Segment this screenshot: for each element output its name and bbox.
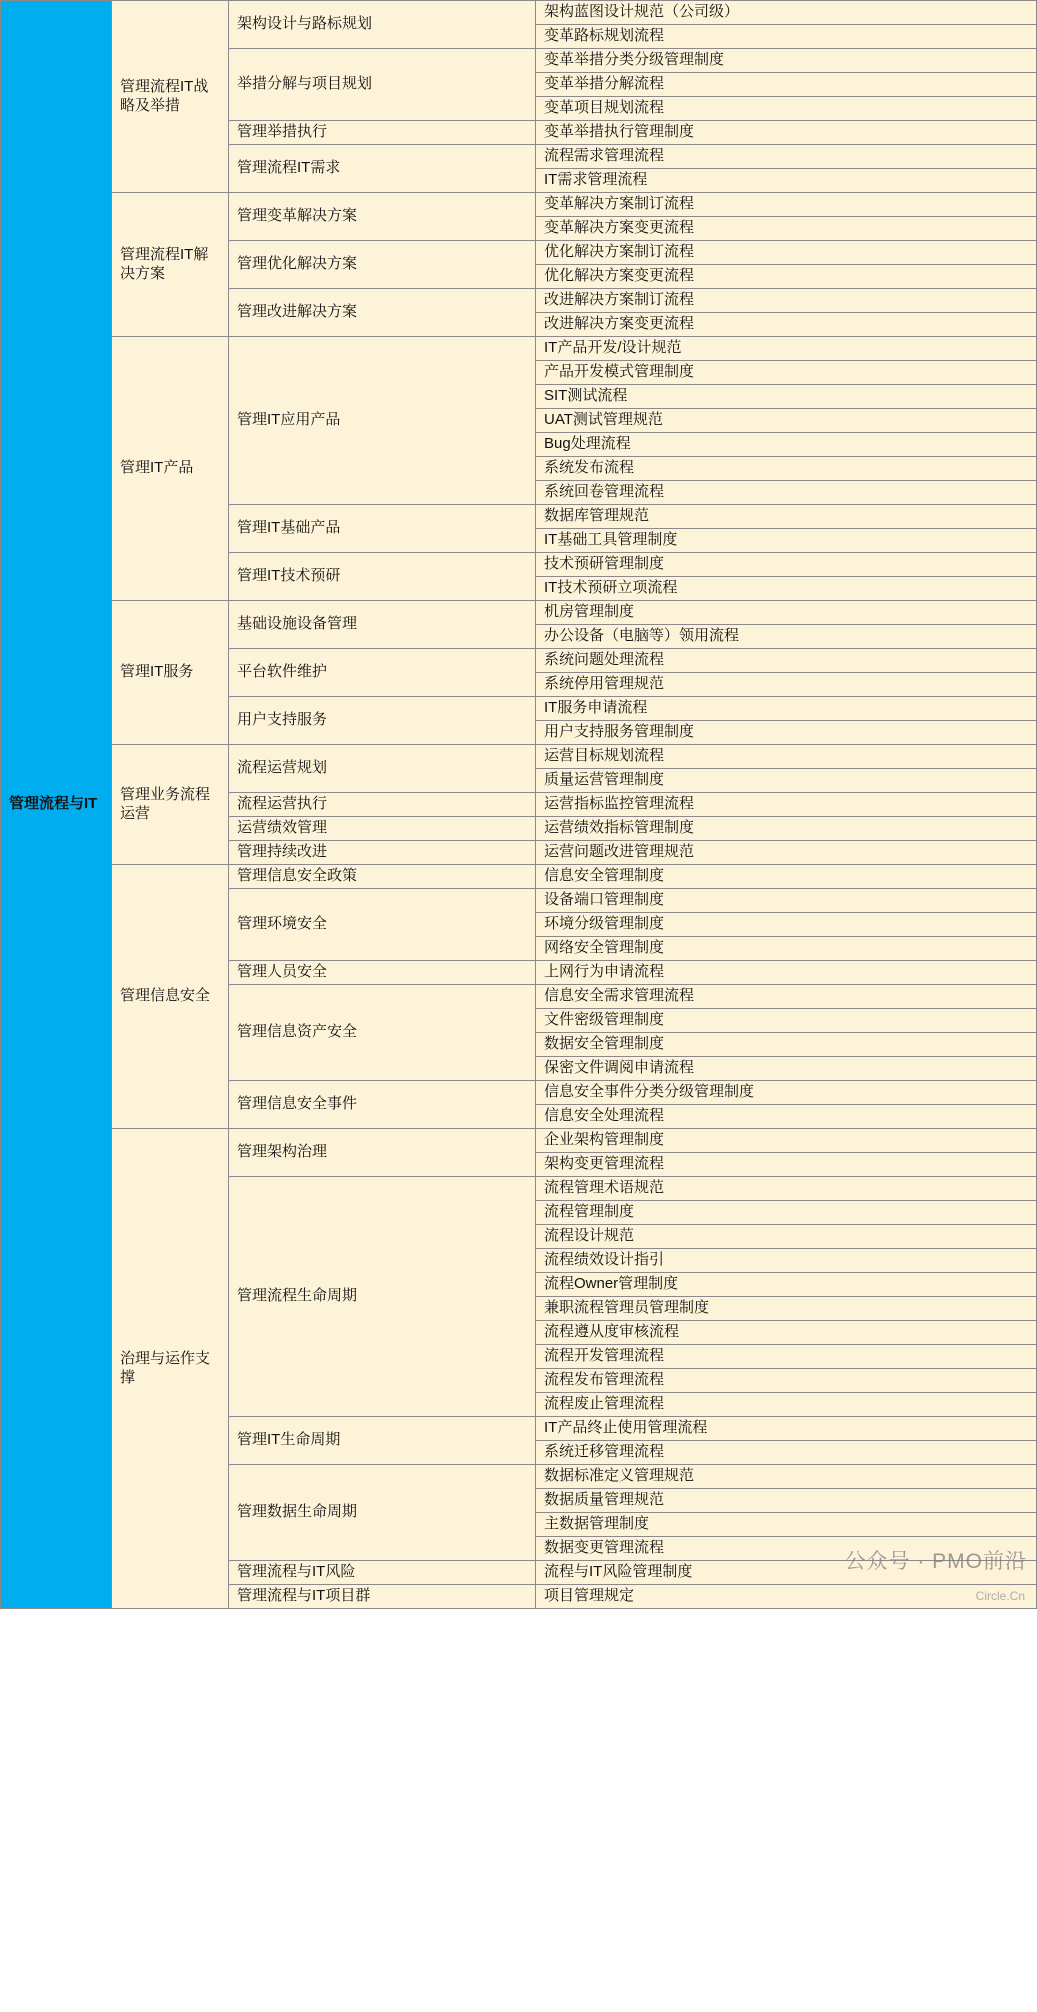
level3-document-cell: 数据质量管理规范 — [536, 1489, 1037, 1513]
level2-activity-cell: 管理信息安全事件 — [229, 1081, 536, 1129]
level1-category-cell: 治理与运作支撑 — [112, 1129, 229, 1609]
level3-document-cell: 质量运营管理制度 — [536, 769, 1037, 793]
level3-document-cell: 信息安全需求管理流程 — [536, 985, 1037, 1009]
level3-document-cell: 环境分级管理制度 — [536, 913, 1037, 937]
level3-document-cell: 运营问题改进管理规范 — [536, 841, 1037, 865]
level3-document-cell: 数据库管理规范 — [536, 505, 1037, 529]
level3-document-cell: UAT测试管理规范 — [536, 409, 1037, 433]
level3-document-cell: 系统迁移管理流程 — [536, 1441, 1037, 1465]
level3-document-cell: 用户支持服务管理制度 — [536, 721, 1037, 745]
level3-document-cell: 数据安全管理制度 — [536, 1033, 1037, 1057]
level1-category-cell: 管理IT服务 — [112, 601, 229, 745]
level2-activity-cell: 管理IT应用产品 — [229, 337, 536, 505]
level2-activity-cell: 管理人员安全 — [229, 961, 536, 985]
level2-activity-cell: 平台软件维护 — [229, 649, 536, 697]
table-row — [1, 337, 1037, 361]
level3-document-cell: 改进解决方案制订流程 — [536, 289, 1037, 313]
level2-activity-cell: 架构设计与路标规划 — [229, 1, 536, 49]
table-row — [1, 1129, 1037, 1153]
level3-document-cell: 设备端口管理制度 — [536, 889, 1037, 913]
level3-document-cell: 项目管理规定 — [536, 1585, 1037, 1609]
level3-document-cell: 变革举措分类分级管理制度 — [536, 49, 1037, 73]
level3-document-cell: 技术预研管理制度 — [536, 553, 1037, 577]
level2-activity-cell: 管理流程生命周期 — [229, 1177, 536, 1417]
level3-document-cell: 变革解决方案制订流程 — [536, 193, 1037, 217]
level2-activity-cell: 举措分解与项目规划 — [229, 49, 536, 121]
table-row — [1, 601, 1037, 625]
level2-activity-cell: 流程运营规划 — [229, 745, 536, 793]
level3-document-cell: IT服务申请流程 — [536, 697, 1037, 721]
level2-activity-cell: 管理IT基础产品 — [229, 505, 536, 553]
level3-document-cell: 流程开发管理流程 — [536, 1345, 1037, 1369]
level3-document-cell: IT技术预研立项流程 — [536, 577, 1037, 601]
level3-document-cell: 变革举措分解流程 — [536, 73, 1037, 97]
level3-document-cell: 变革项目规划流程 — [536, 97, 1037, 121]
level3-document-cell: 架构蓝图设计规范（公司级） — [536, 1, 1037, 25]
level3-document-cell: 产品开发模式管理制度 — [536, 361, 1037, 385]
level3-document-cell: IT基础工具管理制度 — [536, 529, 1037, 553]
level3-document-cell: 流程废止管理流程 — [536, 1393, 1037, 1417]
level3-document-cell: Bug处理流程 — [536, 433, 1037, 457]
level3-document-cell: 主数据管理制度 — [536, 1513, 1037, 1537]
level3-document-cell: 运营指标监控管理流程 — [536, 793, 1037, 817]
level3-document-cell: 架构变更管理流程 — [536, 1153, 1037, 1177]
level3-document-cell: SIT测试流程 — [536, 385, 1037, 409]
root-category-cell: 管理流程与IT — [1, 1, 112, 1609]
level2-activity-cell: 管理IT技术预研 — [229, 553, 536, 601]
level1-category-cell: 管理流程IT解决方案 — [112, 193, 229, 337]
level3-document-cell: 流程管理术语规范 — [536, 1177, 1037, 1201]
level3-document-cell: 系统发布流程 — [536, 457, 1037, 481]
table-row — [1, 745, 1037, 769]
level2-activity-cell: 管理流程与IT项目群 — [229, 1585, 536, 1609]
level3-document-cell: 网络安全管理制度 — [536, 937, 1037, 961]
level3-document-cell: 流程与IT风险管理制度 — [536, 1561, 1037, 1585]
level2-activity-cell: 管理变革解决方案 — [229, 193, 536, 241]
level3-document-cell: IT产品终止使用管理流程 — [536, 1417, 1037, 1441]
level3-document-cell: 改进解决方案变更流程 — [536, 313, 1037, 337]
level2-activity-cell: 管理信息安全政策 — [229, 865, 536, 889]
level1-category-cell: 管理IT产品 — [112, 337, 229, 601]
level3-document-cell: 运营目标规划流程 — [536, 745, 1037, 769]
level1-category-cell: 管理业务流程运营 — [112, 745, 229, 865]
level3-document-cell: 运营绩效指标管理制度 — [536, 817, 1037, 841]
level2-activity-cell: 管理环境安全 — [229, 889, 536, 961]
level3-document-cell: 流程发布管理流程 — [536, 1369, 1037, 1393]
level1-category-cell: 管理信息安全 — [112, 865, 229, 1129]
level3-document-cell: 系统问题处理流程 — [536, 649, 1037, 673]
level3-document-cell: IT产品开发/设计规范 — [536, 337, 1037, 361]
level2-activity-cell: 管理举措执行 — [229, 121, 536, 145]
level3-document-cell: 企业架构管理制度 — [536, 1129, 1037, 1153]
level3-document-cell: 流程Owner管理制度 — [536, 1273, 1037, 1297]
level3-document-cell: 变革解决方案变更流程 — [536, 217, 1037, 241]
level3-document-cell: 优化解决方案制订流程 — [536, 241, 1037, 265]
watermark-sub: Circle.Cn — [975, 1589, 1025, 1603]
level3-document-cell: 保密文件调阅申请流程 — [536, 1057, 1037, 1081]
level2-activity-cell: 用户支持服务 — [229, 697, 536, 745]
level3-document-cell: 兼职流程管理员管理制度 — [536, 1297, 1037, 1321]
level2-activity-cell: 流程运营执行 — [229, 793, 536, 817]
level3-document-cell: 流程遵从度审核流程 — [536, 1321, 1037, 1345]
level3-document-cell: 变革路标规划流程 — [536, 25, 1037, 49]
level3-document-cell: 机房管理制度 — [536, 601, 1037, 625]
level2-activity-cell: 管理持续改进 — [229, 841, 536, 865]
level2-activity-cell: 基础设施设备管理 — [229, 601, 536, 649]
table-row — [1, 193, 1037, 217]
level3-document-cell: 系统回卷管理流程 — [536, 481, 1037, 505]
level1-category-cell: 管理流程IT战略及举措 — [112, 1, 229, 193]
level3-document-cell: 优化解决方案变更流程 — [536, 265, 1037, 289]
table-row — [1, 1, 1037, 25]
level2-activity-cell: 管理流程IT需求 — [229, 145, 536, 193]
level2-activity-cell: 管理数据生命周期 — [229, 1465, 536, 1561]
level2-activity-cell: 管理信息资产安全 — [229, 985, 536, 1081]
level2-activity-cell: 管理架构治理 — [229, 1129, 536, 1177]
watermark-text: 公众号 · PMO前沿 — [844, 1550, 1027, 1573]
level3-document-cell: 流程管理制度 — [536, 1201, 1037, 1225]
level3-document-cell: IT需求管理流程 — [536, 169, 1037, 193]
level3-document-cell: 流程设计规范 — [536, 1225, 1037, 1249]
level3-document-cell: 文件密级管理制度 — [536, 1009, 1037, 1033]
level3-document-cell: 流程需求管理流程 — [536, 145, 1037, 169]
level3-document-cell: 数据变更管理流程 — [536, 1537, 1037, 1561]
level2-activity-cell: 运营绩效管理 — [229, 817, 536, 841]
level2-activity-cell: 管理改进解决方案 — [229, 289, 536, 337]
table-row — [1, 865, 1037, 889]
level3-document-cell: 办公设备（电脑等）领用流程 — [536, 625, 1037, 649]
level3-document-cell: 流程绩效设计指引 — [536, 1249, 1037, 1273]
level3-document-cell: 信息安全处理流程 — [536, 1105, 1037, 1129]
level3-document-cell: 上网行为申请流程 — [536, 961, 1037, 985]
level3-document-cell: 数据标准定义管理规范 — [536, 1465, 1037, 1489]
level2-activity-cell: 管理IT生命周期 — [229, 1417, 536, 1465]
level2-activity-cell: 管理优化解决方案 — [229, 241, 536, 289]
level3-document-cell: 信息安全事件分类分级管理制度 — [536, 1081, 1037, 1105]
level2-activity-cell: 管理流程与IT风险 — [229, 1561, 536, 1585]
table-body — [1, 1, 1037, 1609]
level3-document-cell: 变革举措执行管理制度 — [536, 121, 1037, 145]
level3-document-cell: 信息安全管理制度 — [536, 865, 1037, 889]
level3-document-cell: 系统停用管理规范 — [536, 673, 1037, 697]
